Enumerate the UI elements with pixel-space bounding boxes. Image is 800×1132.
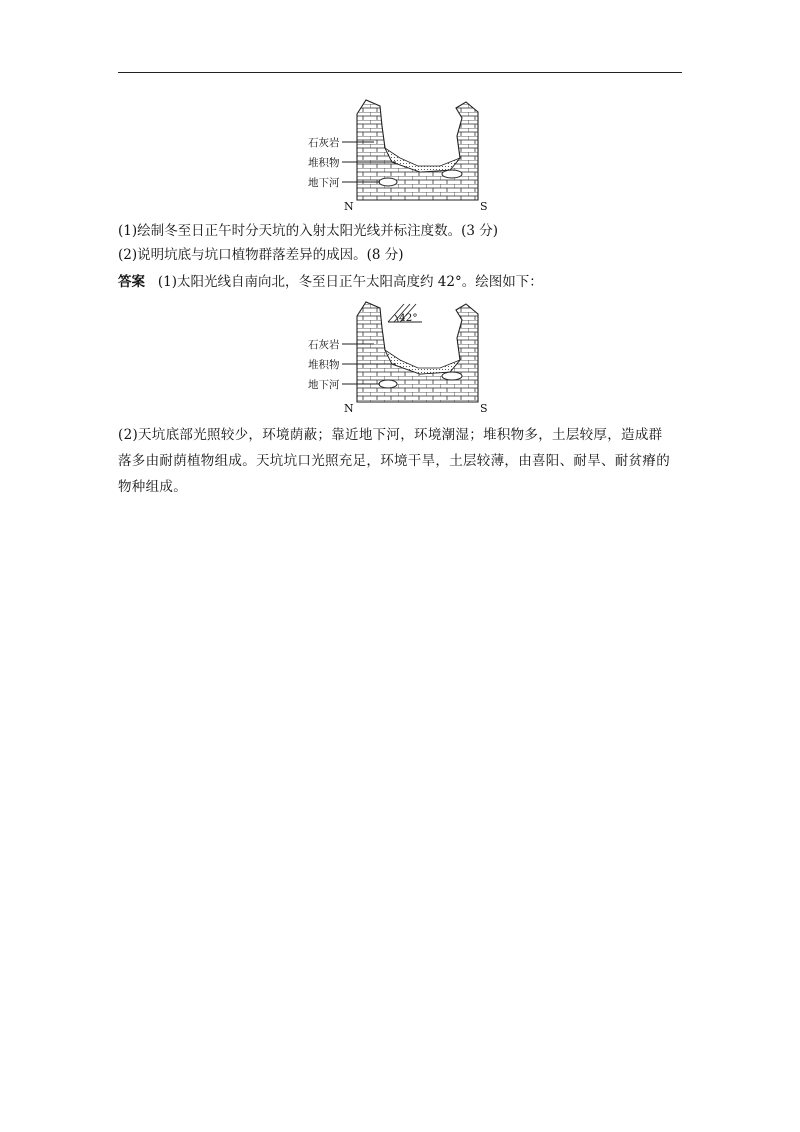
answer-part1: (1)太阳光线自南向北，冬至日正午太阳高度约 42°。绘图如下： (157, 274, 543, 290)
label-underground-river: 地下河 (308, 379, 340, 391)
answer-part2-line: 落多由耐荫植物组成。天坑坑口光照充足，环境干旱，土层较薄，由喜阳、耐旱、耐贫瘠的 (118, 453, 670, 469)
underground-river (379, 380, 397, 388)
answer-part2-line: 物种组成。 (118, 479, 187, 495)
label-north: N (344, 402, 354, 415)
underground-river (379, 178, 397, 186)
label-south: S (480, 200, 488, 213)
answer-sinkhole-diagram (300, 296, 510, 416)
limestone-rock (357, 100, 478, 200)
angle-label: 42° (399, 312, 418, 324)
cave-pocket (442, 372, 462, 380)
answer-heading: 答案 (118, 274, 145, 290)
label-south: S (480, 402, 488, 415)
sinkhole-diagram (300, 96, 510, 214)
label-deposit: 堆积物 (308, 359, 340, 371)
answer-part2-line: (2)天坑底部光照较少，环境荫蔽；靠近地下河，环境潮湿；堆积物多，土层较厚，造成群 (118, 427, 663, 443)
label-underground-river: 地下河 (308, 177, 340, 189)
label-deposit: 堆积物 (308, 157, 340, 169)
label-limestone: 石灰岩 (308, 137, 340, 149)
header-rule (118, 72, 682, 73)
question-part2: (2)说明坑底与坑口植物群落差异的成因。(8 分) (118, 247, 404, 263)
answer-part2 (118, 422, 682, 500)
cave-pocket (442, 170, 462, 178)
label-north: N (344, 200, 354, 213)
answer-part1-line (118, 272, 543, 292)
label-limestone: 石灰岩 (308, 339, 340, 351)
question-part1: (1)绘制冬至日正午时分天坑的入射太阳光线并标注度数。(3 分) (118, 223, 499, 239)
